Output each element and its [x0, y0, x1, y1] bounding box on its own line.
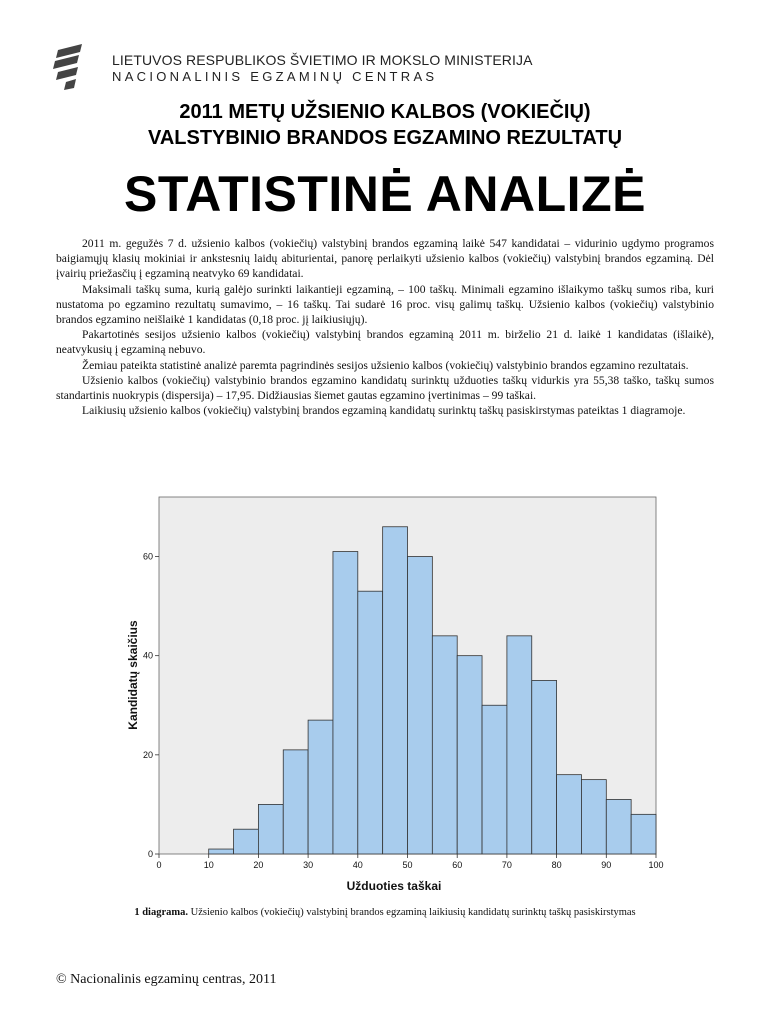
caption-label: 1 diagrama.: [134, 907, 189, 918]
paragraph: Laikiusių užsienio kalbos (vokiečių) valstybinį brandos egzaminą kandidatų surinktų taškų pasiskirstymas pateiktas 1 diagramoje.: [82, 404, 686, 418]
x-tick-label: 30: [303, 860, 314, 870]
histogram-bar: [308, 720, 333, 854]
histogram-bar: [532, 680, 557, 854]
histogram-bar: [482, 705, 507, 854]
histogram-bar: [333, 552, 358, 854]
x-tick-label: 50: [402, 860, 413, 870]
x-tick-label: 60: [452, 860, 463, 870]
main-title: STATISTINĖ ANALIZĖ: [124, 166, 646, 222]
histogram-bar: [383, 527, 408, 854]
histogram-bar: [581, 780, 606, 854]
x-axis-label: Užduoties taškai: [346, 879, 442, 893]
x-tick-label: 80: [551, 860, 562, 870]
center-name: NACIONALINIS EGZAMINŲ CENTRAS: [112, 69, 438, 84]
x-tick-label: 0: [156, 860, 162, 870]
paragraph: Užsienio kalbos (vokiečių) valstybinio brandos egzamino kandidatų surinktų užduoties taškų vidurkis yra 55,38 taško, taškų sumos standartinis nuokrypis (dispersija) – 17,95. Didžiausias šiemet gautas egzamino įvertinimas – 99 taškai.: [56, 373, 714, 403]
x-tick-label: 20: [253, 860, 264, 870]
x-tick-label: 40: [352, 860, 363, 870]
x-tick-label: 10: [203, 860, 214, 870]
y-tick-label: 20: [142, 749, 153, 760]
paragraph: Maksimali taškų suma, kurią galėjo surinkti laikantieji egzaminą, – 100 taškų. Minimali egzamino išlaikymo taškų sumos riba, kuri nustatoma po egzamino rezultatų sumavimo, – 16 taškų. Tai sudarė 16 proc. visų galimų taškų. Užsienio kalbos (vokiečių) valstybinio brandos egzamino neišlaikė 1 kandidatas (0,18 proc. jį laikiusiųjų).: [56, 282, 714, 327]
histogram-bar: [507, 636, 532, 854]
y-axis-label: Kandidatų skaičius: [126, 620, 140, 730]
title-line-2: VALSTYBINIO BRANDOS EGZAMINO REZULTATŲ: [147, 127, 623, 149]
y-tick-label: 40: [142, 650, 153, 661]
x-tick-label: 90: [601, 860, 612, 870]
body-text: [56, 236, 714, 418]
histogram-bar: [408, 557, 433, 855]
x-tick-label: 70: [501, 860, 512, 870]
histogram-bar: [432, 636, 457, 854]
histogram-bar: [457, 656, 482, 854]
histogram-bar: [258, 804, 283, 854]
paragraph: 2011 m. gegužės 7 d. užsienio kalbos (vokiečių) valstybinį brandos egzaminą laikė 547 kandidatai – vidurinio ugdymo programos baigiamųjų klasių mokiniai ir ankstesnių laidų abiturientai, panorę perlaikyti užsienio kalbos (vokiečių) valstybinį brandos egzaminą. Dėl įvairių priežasčių į egzaminą neatvyko 69 kandidatai.: [56, 237, 714, 281]
caption-text: Užsienio kalbos (vokiečių) valstybinį brandos egzaminą laikiusių kandidatų surinktų taškų pasiskirstymas: [188, 907, 636, 918]
histogram-bar: [557, 775, 582, 854]
title-line-1: 2011 METŲ UŽSIENIO KALBOS (VOKIEČIŲ): [179, 101, 591, 123]
histogram-bar: [283, 750, 308, 854]
histogram-chart: [114, 490, 674, 900]
nec-logo: [52, 44, 88, 90]
histogram-bar: [358, 591, 383, 854]
ministry-name: LIETUVOS RESPUBLIKOS ŠVIETIMO IR MOKSLO MINISTERIJA: [112, 52, 533, 68]
histogram-bar: [631, 814, 656, 854]
copyright-footer: © Nacionalinis egzaminų centras, 2011: [56, 972, 277, 987]
histogram-bar: [234, 829, 259, 854]
y-tick-label: 60: [142, 551, 153, 562]
histogram-bar: [209, 849, 234, 854]
y-tick-label: 0: [147, 849, 153, 859]
paragraph: Žemiau pateikta statistinė analizė paremta pagrindinės sesijos užsienio kalbos (vokiečių) valstybinio brandos egzamino rezultatais.: [82, 358, 689, 372]
paragraph: Pakartotinės sesijos užsienio kalbos (vokiečių) valstybinį brandos egzaminą 2011 m. birželio 21 d. laikė 1 kandidatas (išlaikė), neatvykusių į egzaminą nebuvo.: [56, 328, 714, 357]
histogram-bar: [606, 799, 631, 854]
chart-caption: [0, 907, 770, 918]
x-tick-label: 100: [648, 860, 664, 870]
